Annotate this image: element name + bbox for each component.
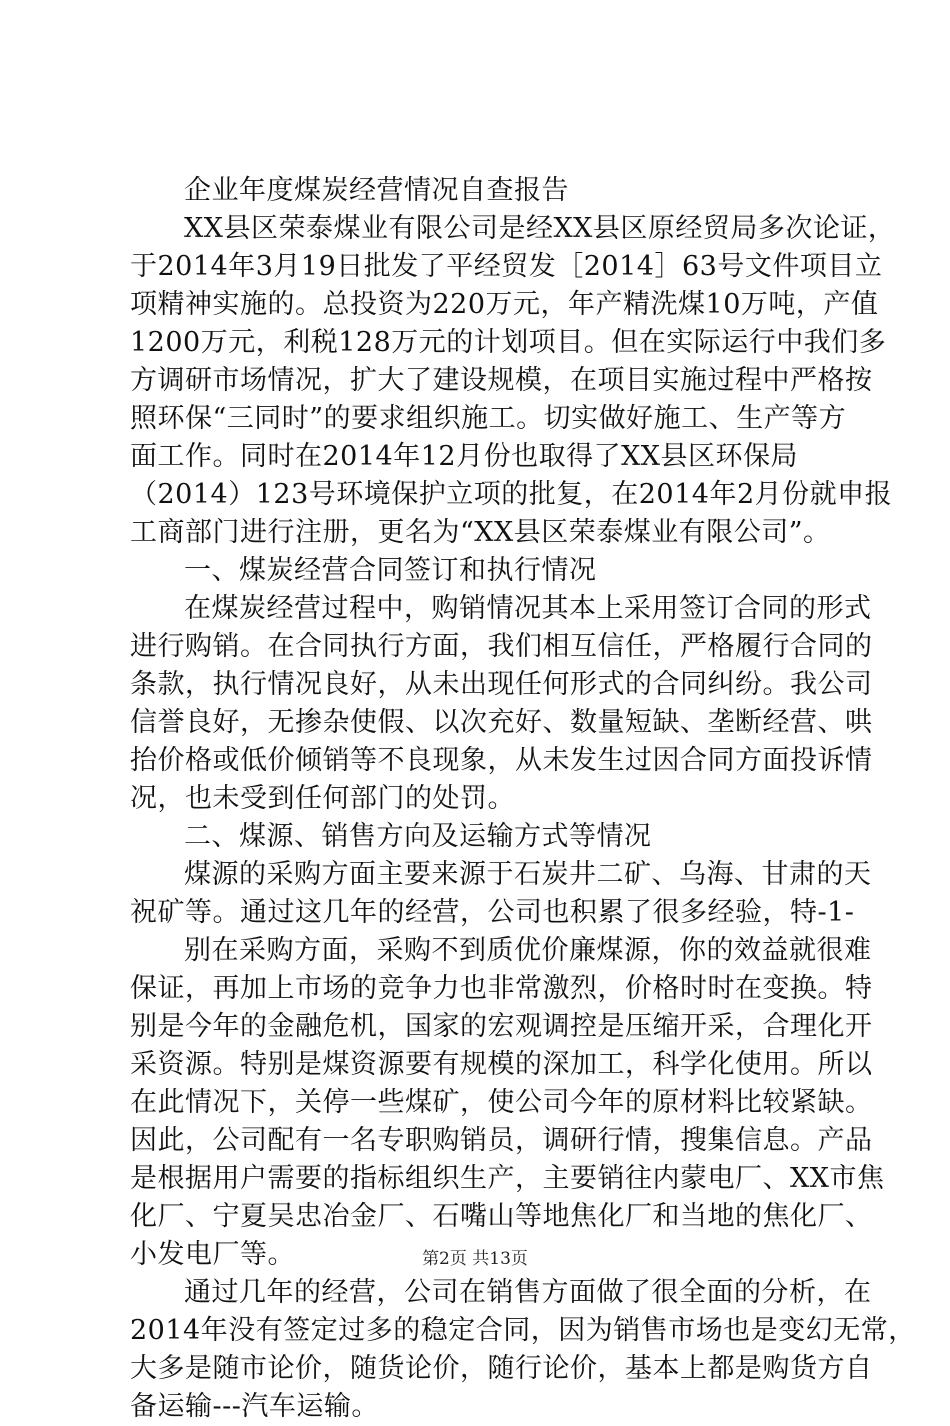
body-line: 1200万元，利税128万元的计划项目。但在实际运行中我们多 [130,327,887,358]
section-heading: 一、煤炭经营合同签订和执行情况 [184,555,597,586]
body-line: 照环保“三同时”的要求组织施工。切实做好施工、生产等方 [130,403,847,434]
body-line: 条款，执行情况良好，从未出现任何形式的合同纠纷。我公司 [130,669,873,700]
body-line: 工商部门进行注册，更名为“XX县区荣泰煤业有限公司”。 [130,517,831,548]
body-line: 信誉良好，无掺杂使假、以次充好、数量短缺、垄断经营、哄 [130,707,873,738]
body-line: XX县区荣泰煤业有限公司是经XX县区原经贸局多次论证， [184,213,896,244]
body-line: 采资源。特别是煤资源要有规模的深加工，科学化使用。所以 [130,1049,873,1080]
body-line: 面工作。同时在2014年12月份也取得了XX县区环保局 [130,441,799,472]
body-line: 通过几年的经营，公司在销售方面做了很全面的分析，在 [184,1277,872,1308]
body-line: 况，也未受到任何部门的处罚。 [130,783,515,814]
body-line: 因此，公司配有一名专职购销员，调研行情，搜集信息。产品 [130,1125,873,1156]
body-line: 方调研市场情况，扩大了建设规模，在项目实施过程中严格按 [130,365,873,396]
document-body [130,172,916,1426]
body-line: 保证，再加上市场的竞争力也非常激烈，价格时时在变换。特 [130,973,873,1004]
body-line: （2014）123号环境保护立项的批复，在2014年2月份就申报 [130,479,893,510]
body-line: 抬价格或低价倾销等不良现象，从未发生过因合同方面投诉情 [130,745,873,776]
body-line: 是根据用户需要的指标组织生产，主要销往内蒙电厂、XX市焦 [130,1163,885,1194]
body-line: 在此情况下，关停一些煤矿，使公司今年的原材料比较紧缺。 [130,1087,873,1118]
document-title: 企业年度煤炭经营情况自查报告 [184,175,569,206]
section-heading: 二、煤源、销售方向及运输方式等情况 [184,821,652,852]
page-number-footer: 第2页 共13页 [422,1249,528,1269]
body-line: 项精神实施的。总投资为220万元，年产精洗煤10万吨，产值 [130,289,879,320]
body-line: 备运输---汽车运输。 [130,1391,379,1422]
body-line: 进行购销。在合同执行方面，我们相互信任，严格履行合同的 [130,631,873,662]
body-line: 祝矿等。通过这几年的经营，公司也积累了很多经验，特-1- [130,897,855,928]
body-line: 别是今年的金融危机，国家的宏观调控是压缩开采，合理化开 [130,1011,873,1042]
body-line: 在煤炭经营过程中，购销情况其本上采用签订合同的形式 [184,593,872,624]
body-line: 化厂、宁夏吴忠冶金厂、石嘴山等地焦化厂和当地的焦化厂、 [130,1201,873,1232]
body-line: 2014年没有签定过多的稳定合同，因为销售市场也是变幻无常， [130,1315,916,1346]
body-line: 小发电厂等。 [130,1239,295,1270]
body-line: 于2014年3月19日批发了平经贸发［2014］63号文件项目立 [130,251,883,282]
body-line: 别在采购方面，采购不到质优价廉煤源，你的效益就很难 [184,935,872,966]
body-line: 煤源的采购方面主要来源于石炭井二矿、乌海、甘肃的天 [184,859,872,890]
body-line: 大多是随市论价，随货论价，随行论价，基本上都是购货方自 [130,1353,873,1384]
